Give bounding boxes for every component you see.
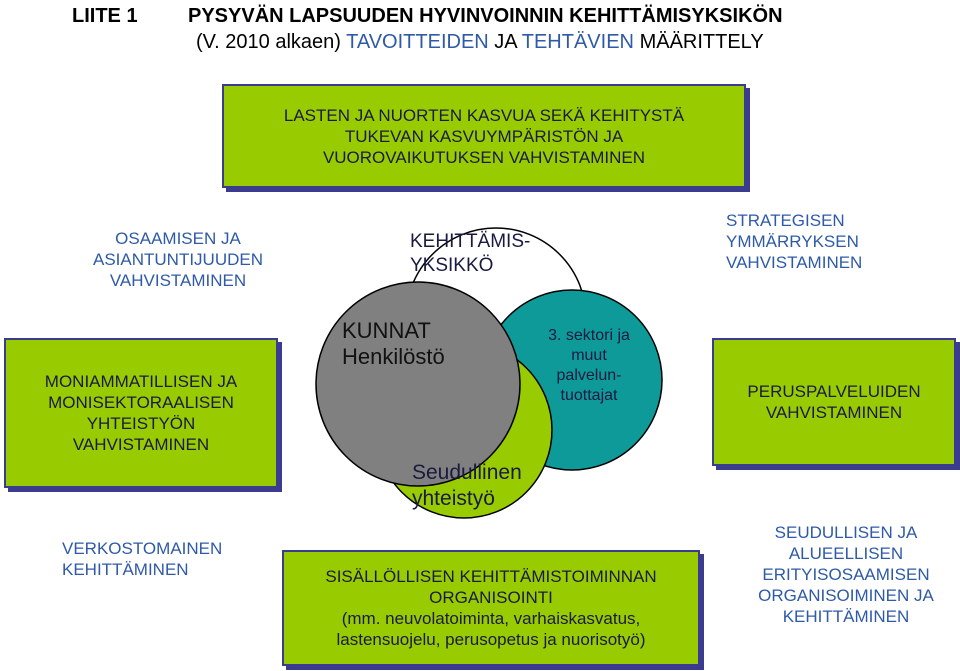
- third-sector-line4: tuottajat: [560, 387, 618, 404]
- box-basic-services-text: PERUSPALVELUIDEN VAHVISTAMINEN: [747, 382, 921, 422]
- regional-label: [412, 460, 522, 512]
- box-growth-environment-text: LASTEN JA NUORTEN KASVUA SEKÄ KEHITYSTÄ TUKEVAN KASVUYMPÄRISTÖN JA VUOROVAIKUTUKSEN VAHVISTAMINEN: [283, 105, 685, 167]
- circle-municipalities: [316, 282, 520, 486]
- municipalities-line2: Henkilöstö: [342, 344, 445, 369]
- municipalities-line1: KUNNAT: [342, 318, 431, 343]
- title-and: JA: [494, 31, 517, 53]
- regional-line1: Seudullinen: [412, 461, 522, 484]
- development-unit-label: [410, 230, 530, 278]
- third-sector-line3: palvelun-: [556, 367, 622, 384]
- label-network: VERKOSTOMAINEN KEHITTÄMINEN: [62, 539, 223, 579]
- third-sector-line1: 3. sektori ja: [548, 327, 630, 344]
- title-tasks: TEHTÄVIEN: [521, 31, 634, 53]
- page-title-line1: PYSYVÄN LAPSUUDEN HYVINVOINNIN KEHITTÄMISYKSIKÖN: [188, 5, 783, 27]
- label-regional: SEUDULLISEN JA ALUEELLISEN ERITYISOSAAMISEN ORGANISOIMINEN JA KEHITTÄMINEN: [758, 523, 934, 626]
- regional-line2: yhteistyö: [412, 487, 495, 510]
- appendix-label: LIITE 1: [72, 5, 138, 27]
- development-unit-line1: KEHITTÄMIS-: [410, 231, 531, 252]
- box-content-line2: ORGANISOINTI: [429, 588, 553, 607]
- third-sector-line2: muut: [571, 347, 607, 364]
- municipalities-label: [342, 318, 445, 370]
- label-strategic: STRATEGISEN YMMÄRRYKSEN VAHVISTAMINEN: [726, 211, 863, 272]
- box-content-line4: lastensuojelu, perusopetus ja nuorisotyö): [336, 630, 646, 649]
- title-goals: TAVOITTEIDEN: [346, 31, 489, 53]
- box-content-line1: SISÄLLÖLLISEN KEHITTÄMISTOIMINNAN: [325, 567, 657, 586]
- title-define: MÄÄRITTELY: [639, 31, 764, 53]
- box-content-line3: (mm. neuvolatoiminta, varhaiskasvatus,: [341, 609, 641, 628]
- title-prefix: (V. 2010 alkaen): [196, 31, 341, 53]
- label-expertise: OSAAMISEN JA ASIANTUNTIJUUDEN VAHVISTAMINEN: [92, 229, 263, 290]
- development-unit-line2: YKSIKKÖ: [410, 255, 494, 276]
- box-multiprofessional-text: MONIAMMATILLISEN JA MONISEKTORAALISEN YHTEISTYÖN VAHVISTAMINEN: [44, 372, 238, 454]
- third-sector-label: [530, 326, 648, 406]
